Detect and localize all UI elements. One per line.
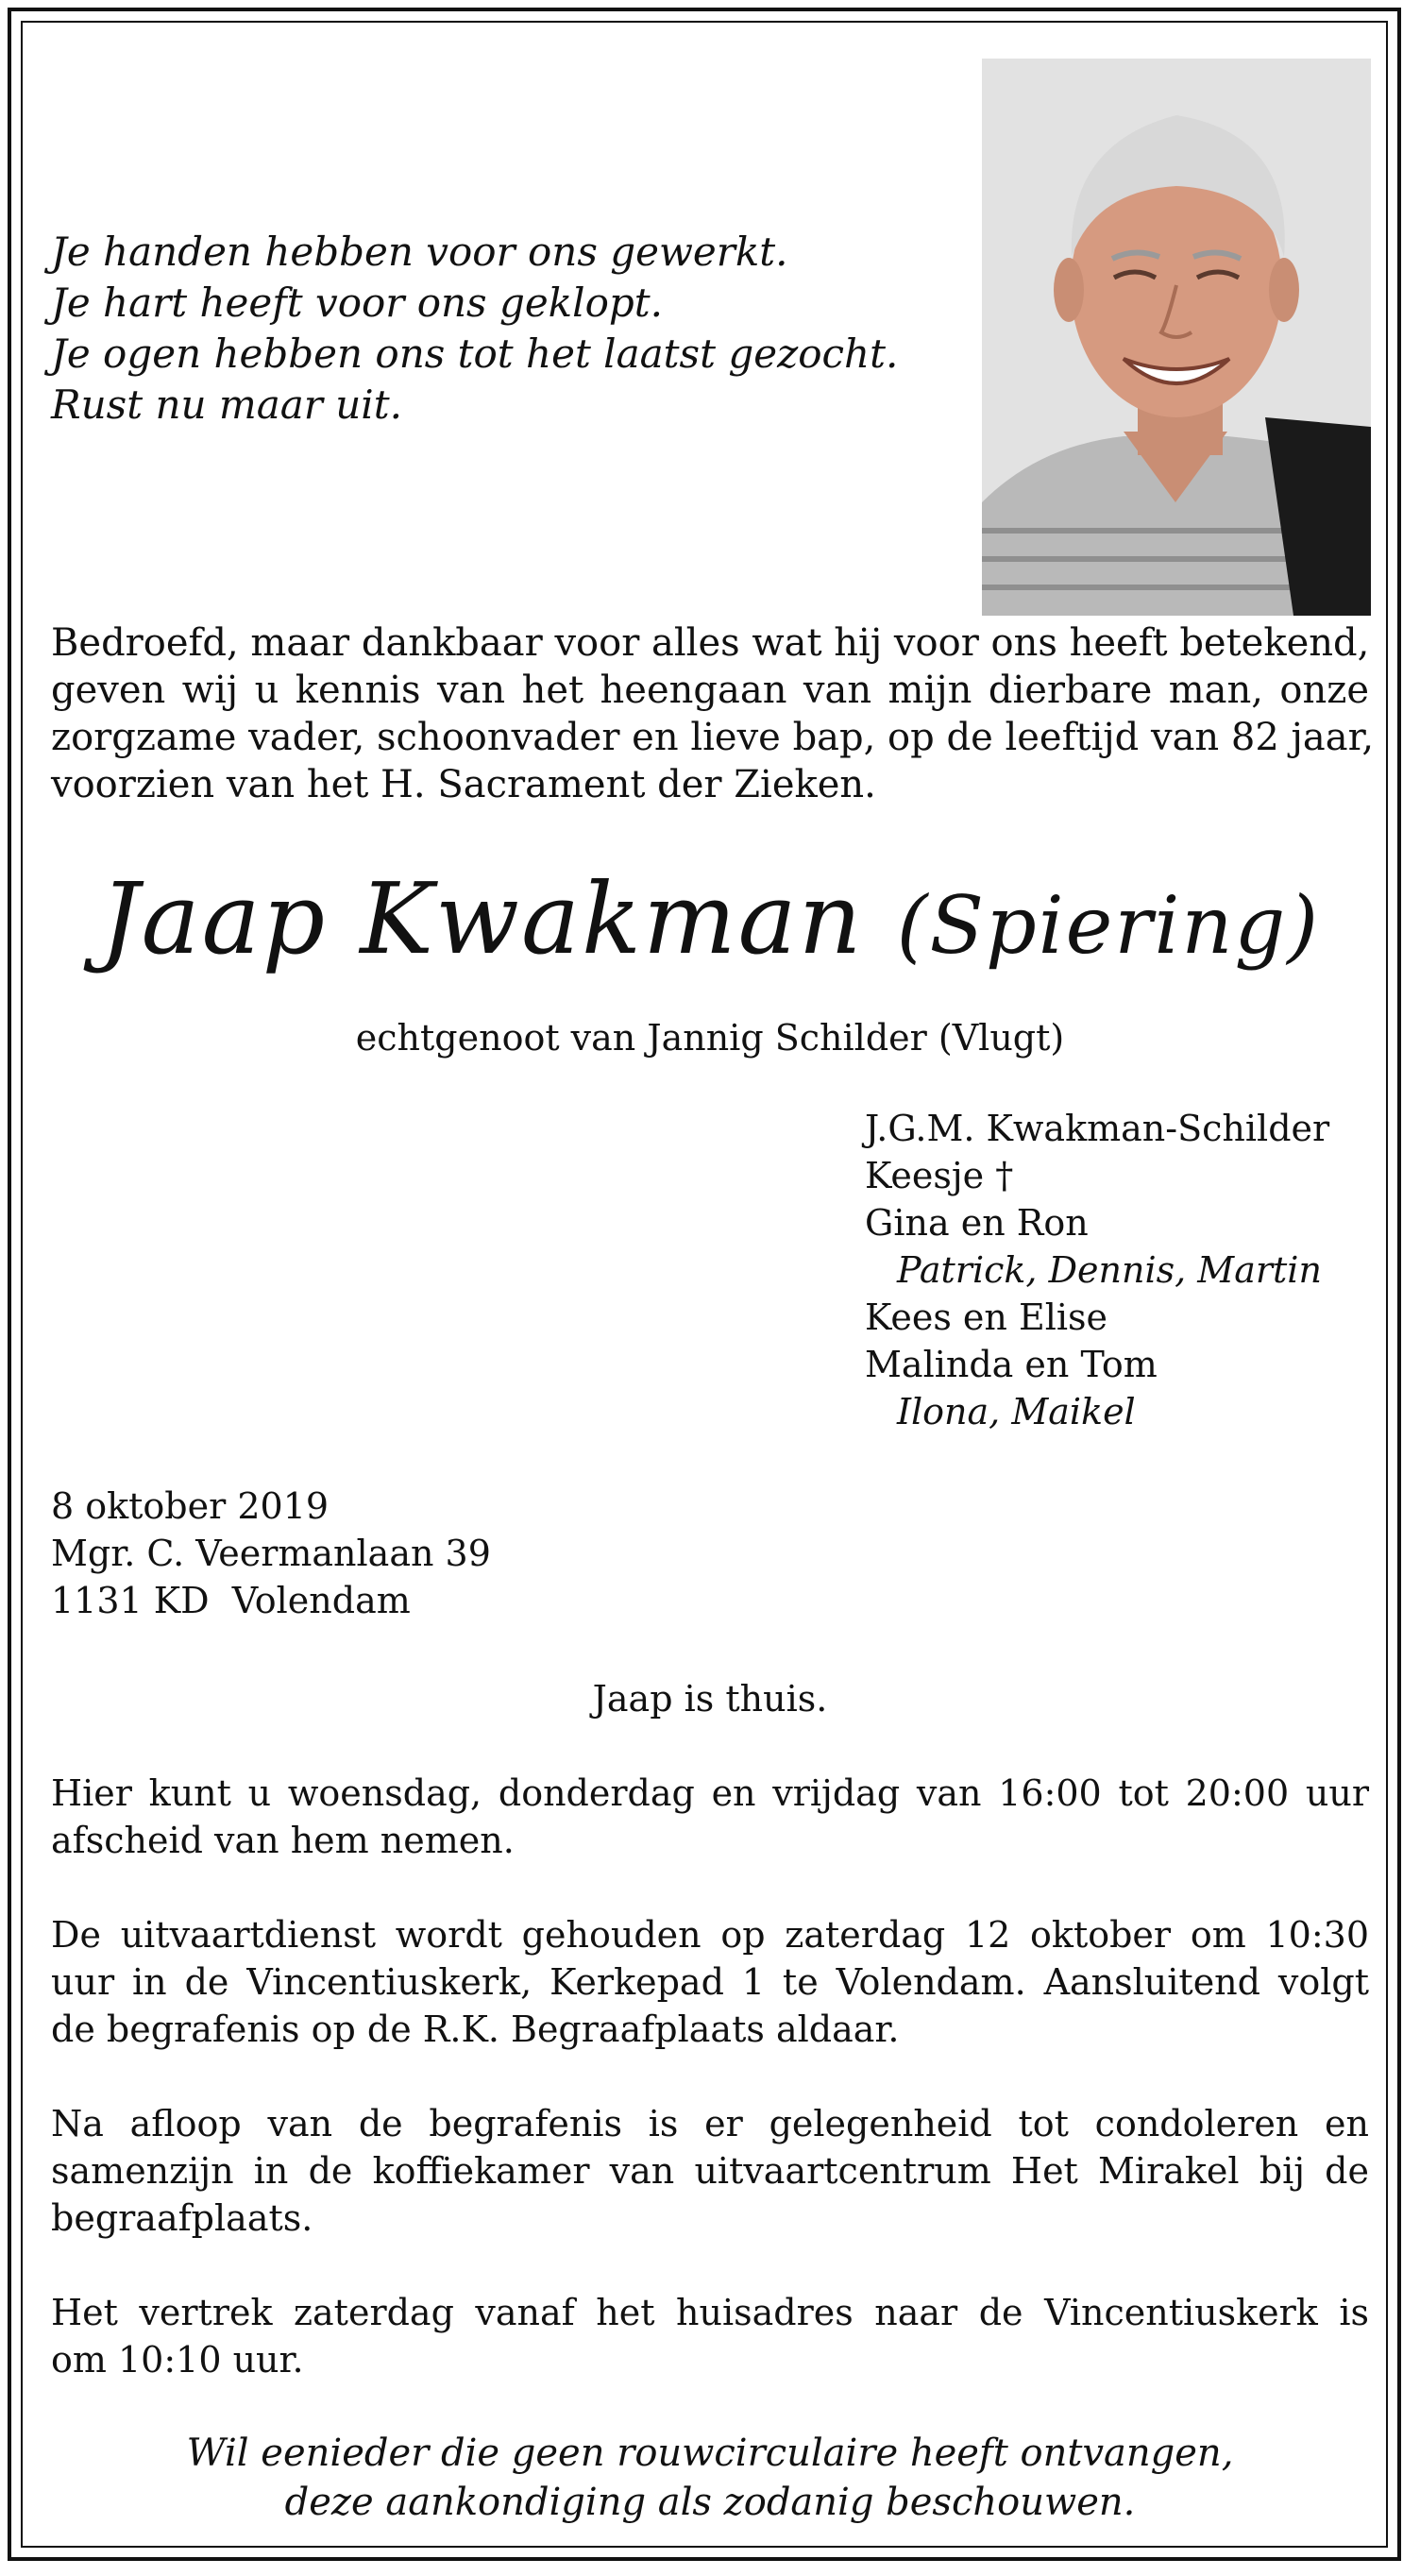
closing-note <box>0 2429 1420 2527</box>
service-line: de begrafenis op de R.K. Begraafplaats aldaar. <box>51 2008 900 2050</box>
home-note: Jaap is thuis. <box>592 1678 828 1720</box>
intro-line: geven wij u kennis van het heengaan van mijn dierbare man, onze <box>51 669 1369 712</box>
grandchildren-line: Ilona, Maikel <box>897 1391 1136 1432</box>
service-line: De uitvaartdienst wordt gehouden op zaterdag 12 oktober om 10:30 <box>51 1914 1369 1956</box>
poem-line: Rust nu maar uit. <box>51 381 402 428</box>
departure-line: om 10:10 uur. <box>51 2339 304 2381</box>
address-city: 1131 KD Volendam <box>51 1580 411 1621</box>
poem-line: Je hart heeft voor ons geklopt. <box>51 280 663 326</box>
deceased-name <box>0 848 1420 996</box>
visiting-paragraph <box>51 1770 1369 1864</box>
poem-line: Je ogen hebben ons tot het laatst gezocht. <box>51 330 899 377</box>
visiting-line: Hier kunt u woensdag, donderdag en vrijdag van 16:00 tot 20:00 uur <box>51 1772 1369 1814</box>
family-member: Kees en Elise <box>865 1296 1108 1338</box>
address-date: 8 oktober 2019 <box>51 1485 330 1527</box>
deceased-nickname: (Spiering) <box>896 879 1321 972</box>
visiting-line: afscheid van hem nemen. <box>51 1820 515 1861</box>
grandchildren-line: Patrick, Dennis, Martin <box>897 1249 1322 1291</box>
service-line: uur in de Vincentiuskerk, Kerkepad 1 te Volendam. Aansluitend volgt <box>51 1961 1369 2003</box>
condolence-line: samenzijn in de koffiekamer van uitvaartcentrum Het Mirakel bij de <box>51 2150 1369 2192</box>
intro-line: Bedroefd, maar dankbaar voor alles wat hij voor ons heeft betekend, <box>51 621 1370 665</box>
family-member: Keesje † <box>865 1155 1014 1196</box>
departure-paragraph <box>51 2289 1369 2383</box>
condolence-line: Na afloop van de begrafenis is er gelegenheid tot condoleren en <box>51 2103 1369 2144</box>
address-street: Mgr. C. Veermanlaan 39 <box>51 1533 491 1574</box>
portrait-icon <box>982 59 1371 616</box>
portrait-photo <box>982 59 1371 616</box>
family-list <box>865 1105 1329 1435</box>
address-block <box>51 1483 491 1624</box>
spouse-line: echtgenoot van Jannig Schilder (Vlugt) <box>355 1017 1065 1059</box>
closing-line: deze aankondiging als zodanig beschouwen. <box>284 2481 1136 2524</box>
family-member: Gina en Ron <box>865 1202 1089 1244</box>
condolence-paragraph <box>51 2100 1369 2242</box>
family-member: J.G.M. Kwakman-Schilder <box>865 1108 1330 1149</box>
closing-line: Wil eenieder die geen rouwcirculaire heeft ontvangen, <box>186 2432 1234 2475</box>
departure-line: Het vertrek zaterdag vanaf het huisadres naar de Vincentiuskerk is <box>51 2292 1369 2333</box>
service-paragraph <box>51 1911 1369 2053</box>
announcement-intro <box>51 619 1375 808</box>
deceased-full-name: Jaap Kwakman <box>99 861 864 976</box>
intro-line: zorgzame vader, schoonvader en lieve bap, op de leeftijd van 82 jaar, <box>51 716 1375 759</box>
poem <box>51 227 898 431</box>
condolence-line: begraafplaats. <box>51 2197 313 2239</box>
poem-line: Je handen hebben voor ons gewerkt. <box>51 229 788 275</box>
family-member: Malinda en Tom <box>865 1344 1158 1385</box>
intro-line: voorzien van het H. Sacrament der Zieken. <box>51 763 876 806</box>
